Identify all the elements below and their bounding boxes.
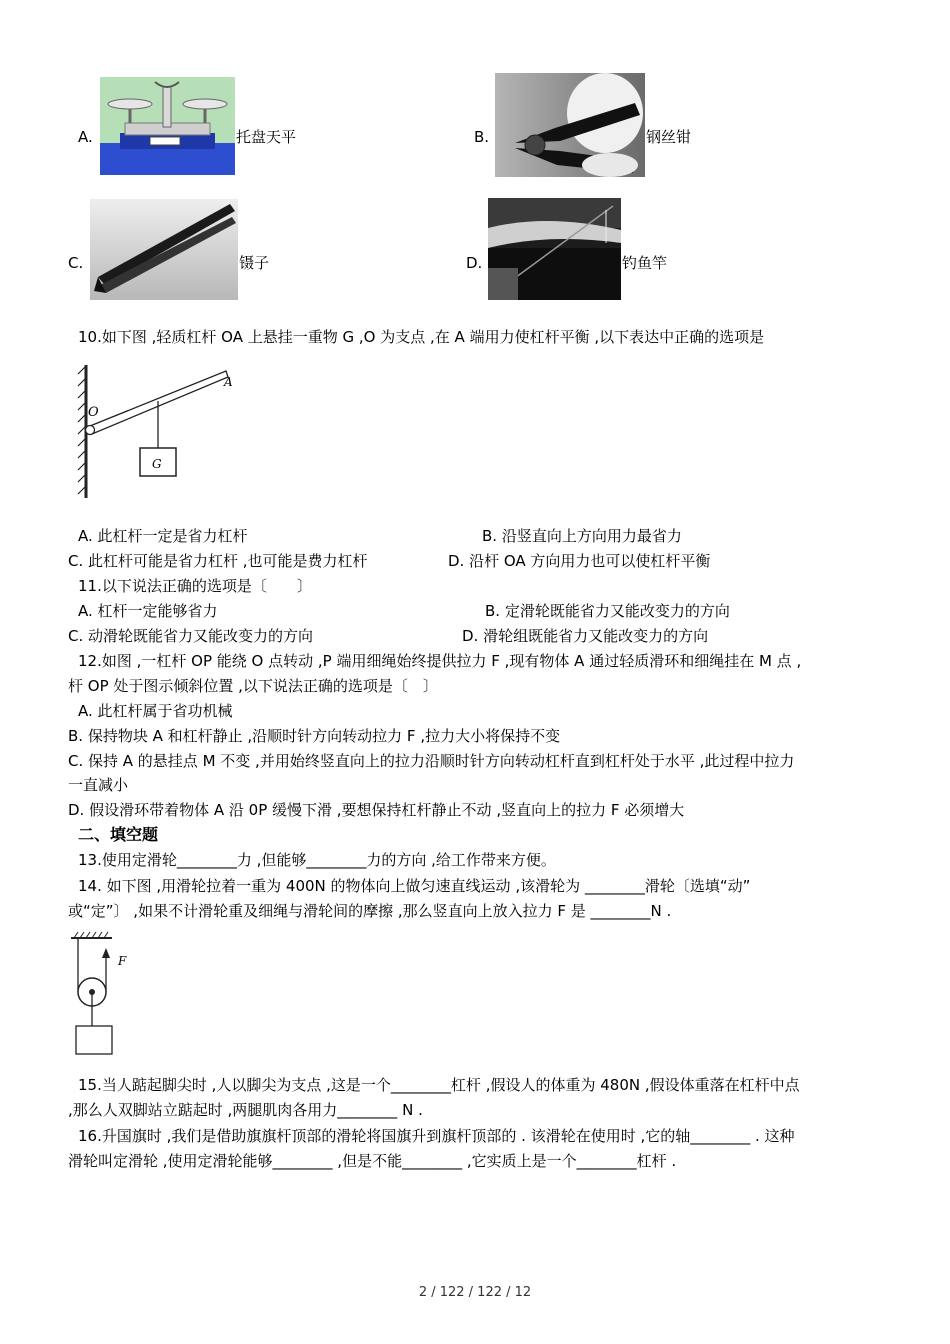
q11-option-c: C. 动滑轮既能省力又能改变力的方向 [68,627,314,645]
q11-option-b: B. 定滑轮既能省力又能改变力的方向 [485,602,730,620]
q12-stem-line1: 12.如图 ,一杠杆 OP 能绕 O 点转动 ,P 端用细绳始终提供拉力 F ,现有物体 A 通过轻质滑环和细绳挂在 M 点 , [78,652,802,670]
label-f: F [118,954,127,968]
q12-option-b: B. 保持物块 A 和杠杆静止 ,沿顺时针方向转动拉力 F ,拉力大小将保持不变 [68,727,561,745]
q16-line1: 16.升国旗时 ,我们是借助旗旗杆顶部的滑轮将国旗升到旗杆顶部的 . 该滑轮在使用时 ,它的轴________ . 这种 [78,1127,795,1145]
option-c-label: 镊子 [239,254,270,272]
option-b-label: 钢丝钳 [646,128,692,146]
q11-option-a: A. 杠杆一定能够省力 [78,602,218,620]
q12-option-c-line1: C. 保持 A 的悬挂点 M 不变 ,并用始终竖直向上的拉力沿顺时针方向转动杠杆直到杠杆处于水平 ,此过程中拉力 [68,752,795,770]
label-g: G [152,457,162,471]
lever-figure [74,360,239,500]
q12-stem-line2: 杆 OP 处于图示倾斜位置 ,以下说法正确的选项是〔 〕 [68,677,438,695]
q10-option-b: B. 沿竖直向上方向用力最省力 [482,527,682,545]
option-d-letter: D. [466,254,483,272]
option-b-letter: B. [474,128,490,146]
option-a-label: 托盘天平 [236,128,297,146]
q11-stem: 11.以下说法正确的选项是〔 〕 [78,577,312,595]
q10-stem: 10.如下图 ,轻质杠杆 OA 上悬挂一重物 G ,O 为支点 ,在 A 端用力使杠杆平衡 ,以下表达中正确的选项是 [78,328,765,346]
option-c-letter: C. [68,254,84,272]
q13-text: 13.使用定滑轮________力 ,但能够________力的方向 ,给工作带来方便。 [78,851,556,869]
option-a-letter: A. [78,128,93,146]
tweezers-image [90,199,238,300]
q10-option-a: A. 此杠杆一定是省力杠杆 [78,527,248,545]
q10-option-c: C. 此杠杆可能是省力杠杆 ,也可能是费力杠杆 [68,552,368,570]
label-o: O [88,405,99,420]
fishing-rod-image [488,198,621,300]
page-number: 2 / 122 / 122 / 12 [418,1285,532,1300]
q14-line2: 或“定”〕 ,如果不计滑轮重及细绳与滑轮间的摩擦 ,那么竖直向上放入拉力 F 是 ________N . [68,902,672,920]
pulley-figure [66,930,146,1062]
section-title: 二、填空题 [78,825,159,844]
pliers-image [495,73,645,177]
q11-option-d: D. 滑轮组既能省力又能改变力的方向 [462,627,709,645]
q12-option-d: D. 假设滑环带着物体 A 沿 0P 缓慢下滑 ,要想保持杠杆静止不动 ,竖直向上的拉力 F 必须增大 [68,801,685,819]
q12-option-c-line2: 一直减小 [68,776,129,794]
q15-line1: 15.当人踮起脚尖时 ,人以脚尖为支点 ,这是一个________杠杆 ,假设人的体重为 480N ,假设体重落在杠杆中点 [78,1076,800,1094]
q14-line1: 14. 如下图 ,用滑轮拉着一重为 400N 的物体向上做匀速直线运动 ,该滑轮为 ________滑轮〔选填“动” [78,877,751,895]
label-a: A [224,375,233,389]
q12-option-a: A. 此杠杆属于省功机械 [78,702,233,720]
balance-scale-image [100,77,235,175]
q16-line2: 滑轮叫定滑轮 ,使用定滑轮能够________ ,但是不能________ ,它实质上是一个________杠杆 . [68,1152,677,1170]
option-d-label: 钓鱼竿 [622,254,668,272]
q10-option-d: D. 沿杆 OA 方向用力也可以使杠杆平衡 [448,552,711,570]
q15-line2: ,那么人双脚站立踮起时 ,两腿肌肉各用力________ N . [68,1101,423,1119]
